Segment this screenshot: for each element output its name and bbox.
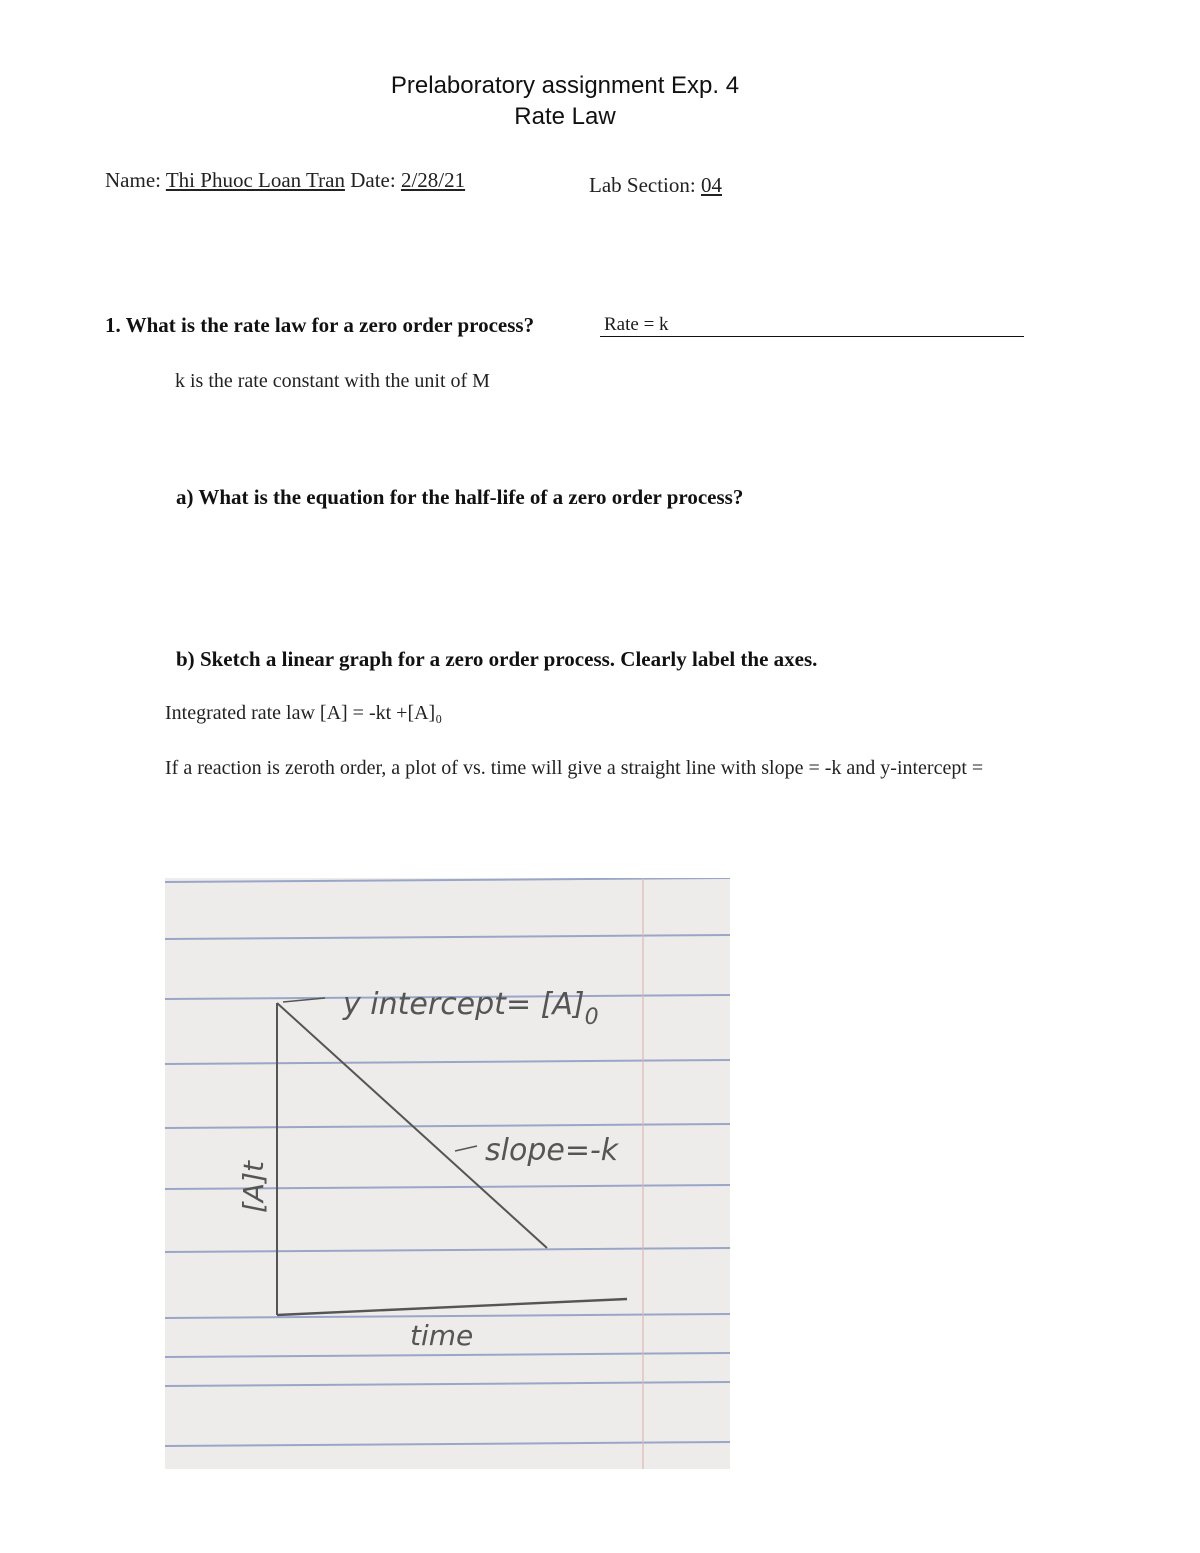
question-a-label: a) [176,485,194,509]
ruled-line [165,935,730,939]
date-value: 2/28/21 [400,168,466,192]
name-value: Thi Phuoc Loan Tran [165,168,345,192]
question-a [176,485,743,510]
ruled-line [165,1353,730,1357]
graph-sketch-svg [165,878,730,1469]
question-b-text: Sketch a linear graph for a zero order process. Clearly label the axes. [199,647,818,671]
question-1-text: What is the rate law for a zero order process? [125,313,535,337]
question-a-text: What is the equation for the half-life of a zero order process? [198,485,744,509]
question-b [176,647,817,672]
y-axis-label: [A]t [237,1161,270,1213]
ruled-line [165,1442,730,1446]
question-1-answer: Rate = k [604,314,669,335]
x-axis-label: time [410,1319,474,1352]
name-label: Name: [105,168,161,192]
y-intercept-label: y intercept= $[A]_0$ [343,987,599,1030]
title-block [0,70,1130,132]
name-date-line [105,168,465,193]
ruled-line [165,1060,730,1064]
ruled-line [165,1248,730,1252]
lab-section-label: Lab Section: [589,173,696,197]
lab-section-value: 04 [700,173,722,197]
ruled-line [165,1124,730,1128]
ruled-line [165,878,730,882]
document-title: Prelaboratory assignment Exp. 4 [390,72,740,99]
integrated-rate-law: Integrated rate law [A] = -kt +[A]₀ [165,702,443,724]
rate-constant-note: k is the rate constant with the unit of M [175,370,490,392]
question-1 [105,313,534,338]
zero-order-explanation: If a reaction is zeroth order, a plot of vs. time will give a straight line with slope = -k and y-intercept = [165,757,984,779]
lab-section-line [589,173,722,198]
document-subtitle: Rate Law [514,103,616,130]
handwritten-graph-photo [165,878,730,1469]
ruled-line [165,1382,730,1386]
question-1-answer-line [600,314,1024,337]
slope-pointer [455,1146,477,1151]
ruled-line [165,1314,730,1318]
x-axis-line [277,1299,627,1315]
question-1-number: 1. [105,313,121,337]
slope-label: slope=-k [485,1133,619,1168]
date-label: Date: [350,168,396,192]
question-b-label: b) [176,647,195,671]
